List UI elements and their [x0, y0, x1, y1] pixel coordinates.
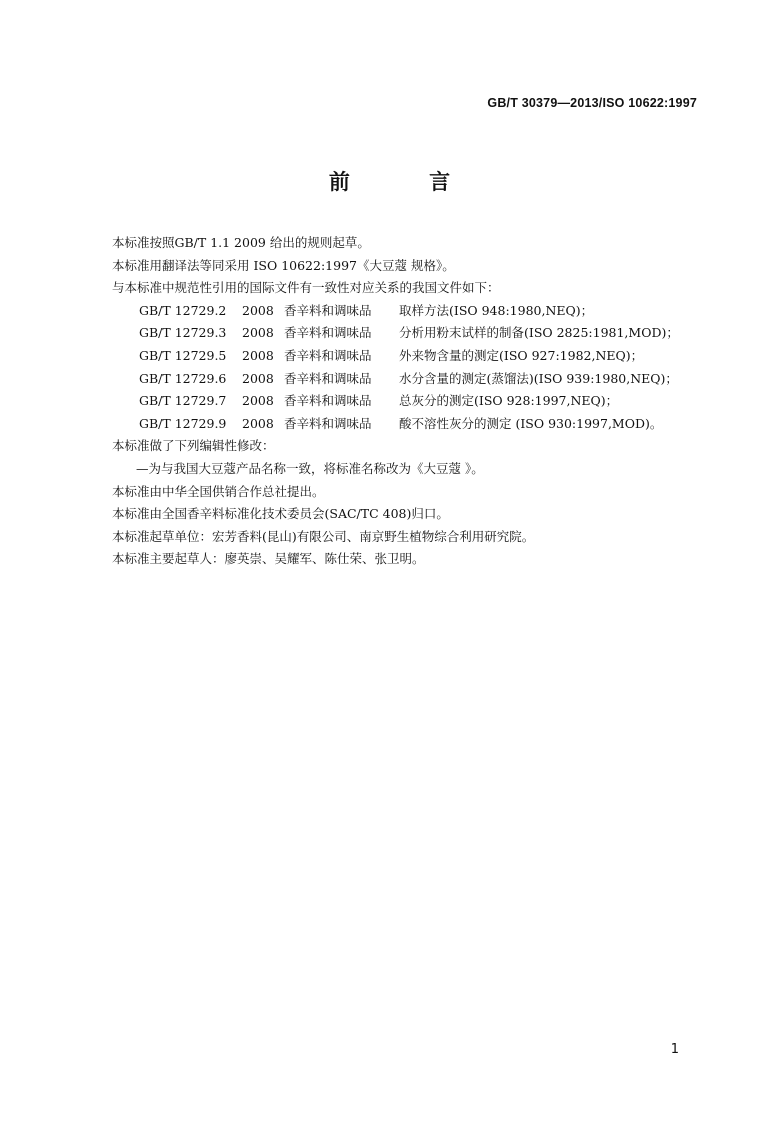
reference-title: 取样方法(ISO 948:1980,NEQ)； — [399, 302, 594, 318]
reference-year: 2008 — [242, 393, 274, 409]
reference-category: 香辛料和调味品 — [284, 393, 372, 409]
page-title: 前 言 — [328, 169, 487, 194]
reference-year: 2008 — [242, 370, 274, 386]
reference-year: 2008 — [242, 347, 274, 363]
reference-category: 香辛料和调味品 — [284, 370, 372, 386]
reference-code: GB/T 12729.7 — [139, 393, 227, 409]
reference-code: GB/T 12729.5 — [139, 347, 227, 363]
reference-year: 2008 — [242, 415, 274, 431]
reference-code: GB/T 12729.6 — [139, 370, 227, 386]
correspondence-line: 与本标准中规范性引用的国际文件有一致性对应关系的我国文件如下： — [112, 280, 500, 296]
reference-title: 分析用粉末试样的制备(ISO 2825:1981,MOD)； — [399, 325, 679, 341]
reference-title: 酸不溶性灰分的测定 (ISO 930:1997,MOD)。 — [399, 415, 663, 431]
reference-title: 总灰分的测定(ISO 928:1997,NEQ)； — [399, 393, 619, 409]
reference-row — [112, 300, 712, 323]
drafting-units-line: 本标准起草单位：宏芳香料(昆山)有限公司、南京野生植物综合利用研究院。 — [112, 528, 535, 544]
reference-row — [112, 345, 712, 368]
reference-category: 香辛料和调味品 — [284, 415, 372, 431]
reference-category: 香辛料和调味品 — [284, 347, 372, 363]
reference-category: 香辛料和调味品 — [284, 325, 372, 341]
adoption-line: 本标准用翻译法等同采用 ISO 10622:1997《大豆蔻 规格》。 — [112, 257, 455, 273]
drafters-line: 本标准主要起草人：廖英崇、吴耀军、陈仕荣、张卫明。 — [112, 551, 425, 567]
reference-code: GB/T 12729.3 — [139, 325, 227, 341]
committee-line: 本标准由全国香辛料标准化技术委员会(SAC/TC 408)归口。 — [112, 506, 449, 522]
reference-code: GB/T 12729.2 — [139, 302, 227, 318]
reference-row — [112, 413, 712, 436]
reference-title: 水分含量的测定(蒸馏法)(ISO 939:1980,NEQ)； — [399, 370, 678, 386]
reference-year: 2008 — [242, 302, 274, 318]
reference-code: GB/T 12729.9 — [139, 415, 227, 431]
reference-row — [112, 390, 712, 413]
edit-item: —为与我国大豆蔻产品名称一致，将标准名称改为《大豆蔻 》。 — [136, 460, 484, 476]
reference-row — [112, 368, 712, 391]
proposer-line: 本标准由中华全国供销合作总社提出。 — [112, 483, 325, 499]
reference-category: 香辛料和调味品 — [284, 302, 372, 318]
reference-title: 外来物含量的测定(ISO 927:1982,NEQ)； — [399, 347, 644, 363]
page-number: 1 — [670, 1042, 679, 1057]
standard-number: GB/T 30379—2013/ISO 10622:1997 — [487, 96, 697, 110]
edit-heading: 本标准做了下列编辑性修改： — [112, 438, 275, 454]
reference-row — [112, 322, 712, 345]
drafting-rule-line: 本标准按照GB/T 1.1 2009 给出的规则起草。 — [112, 235, 370, 250]
foreword-body — [112, 232, 712, 571]
reference-year: 2008 — [242, 325, 274, 341]
